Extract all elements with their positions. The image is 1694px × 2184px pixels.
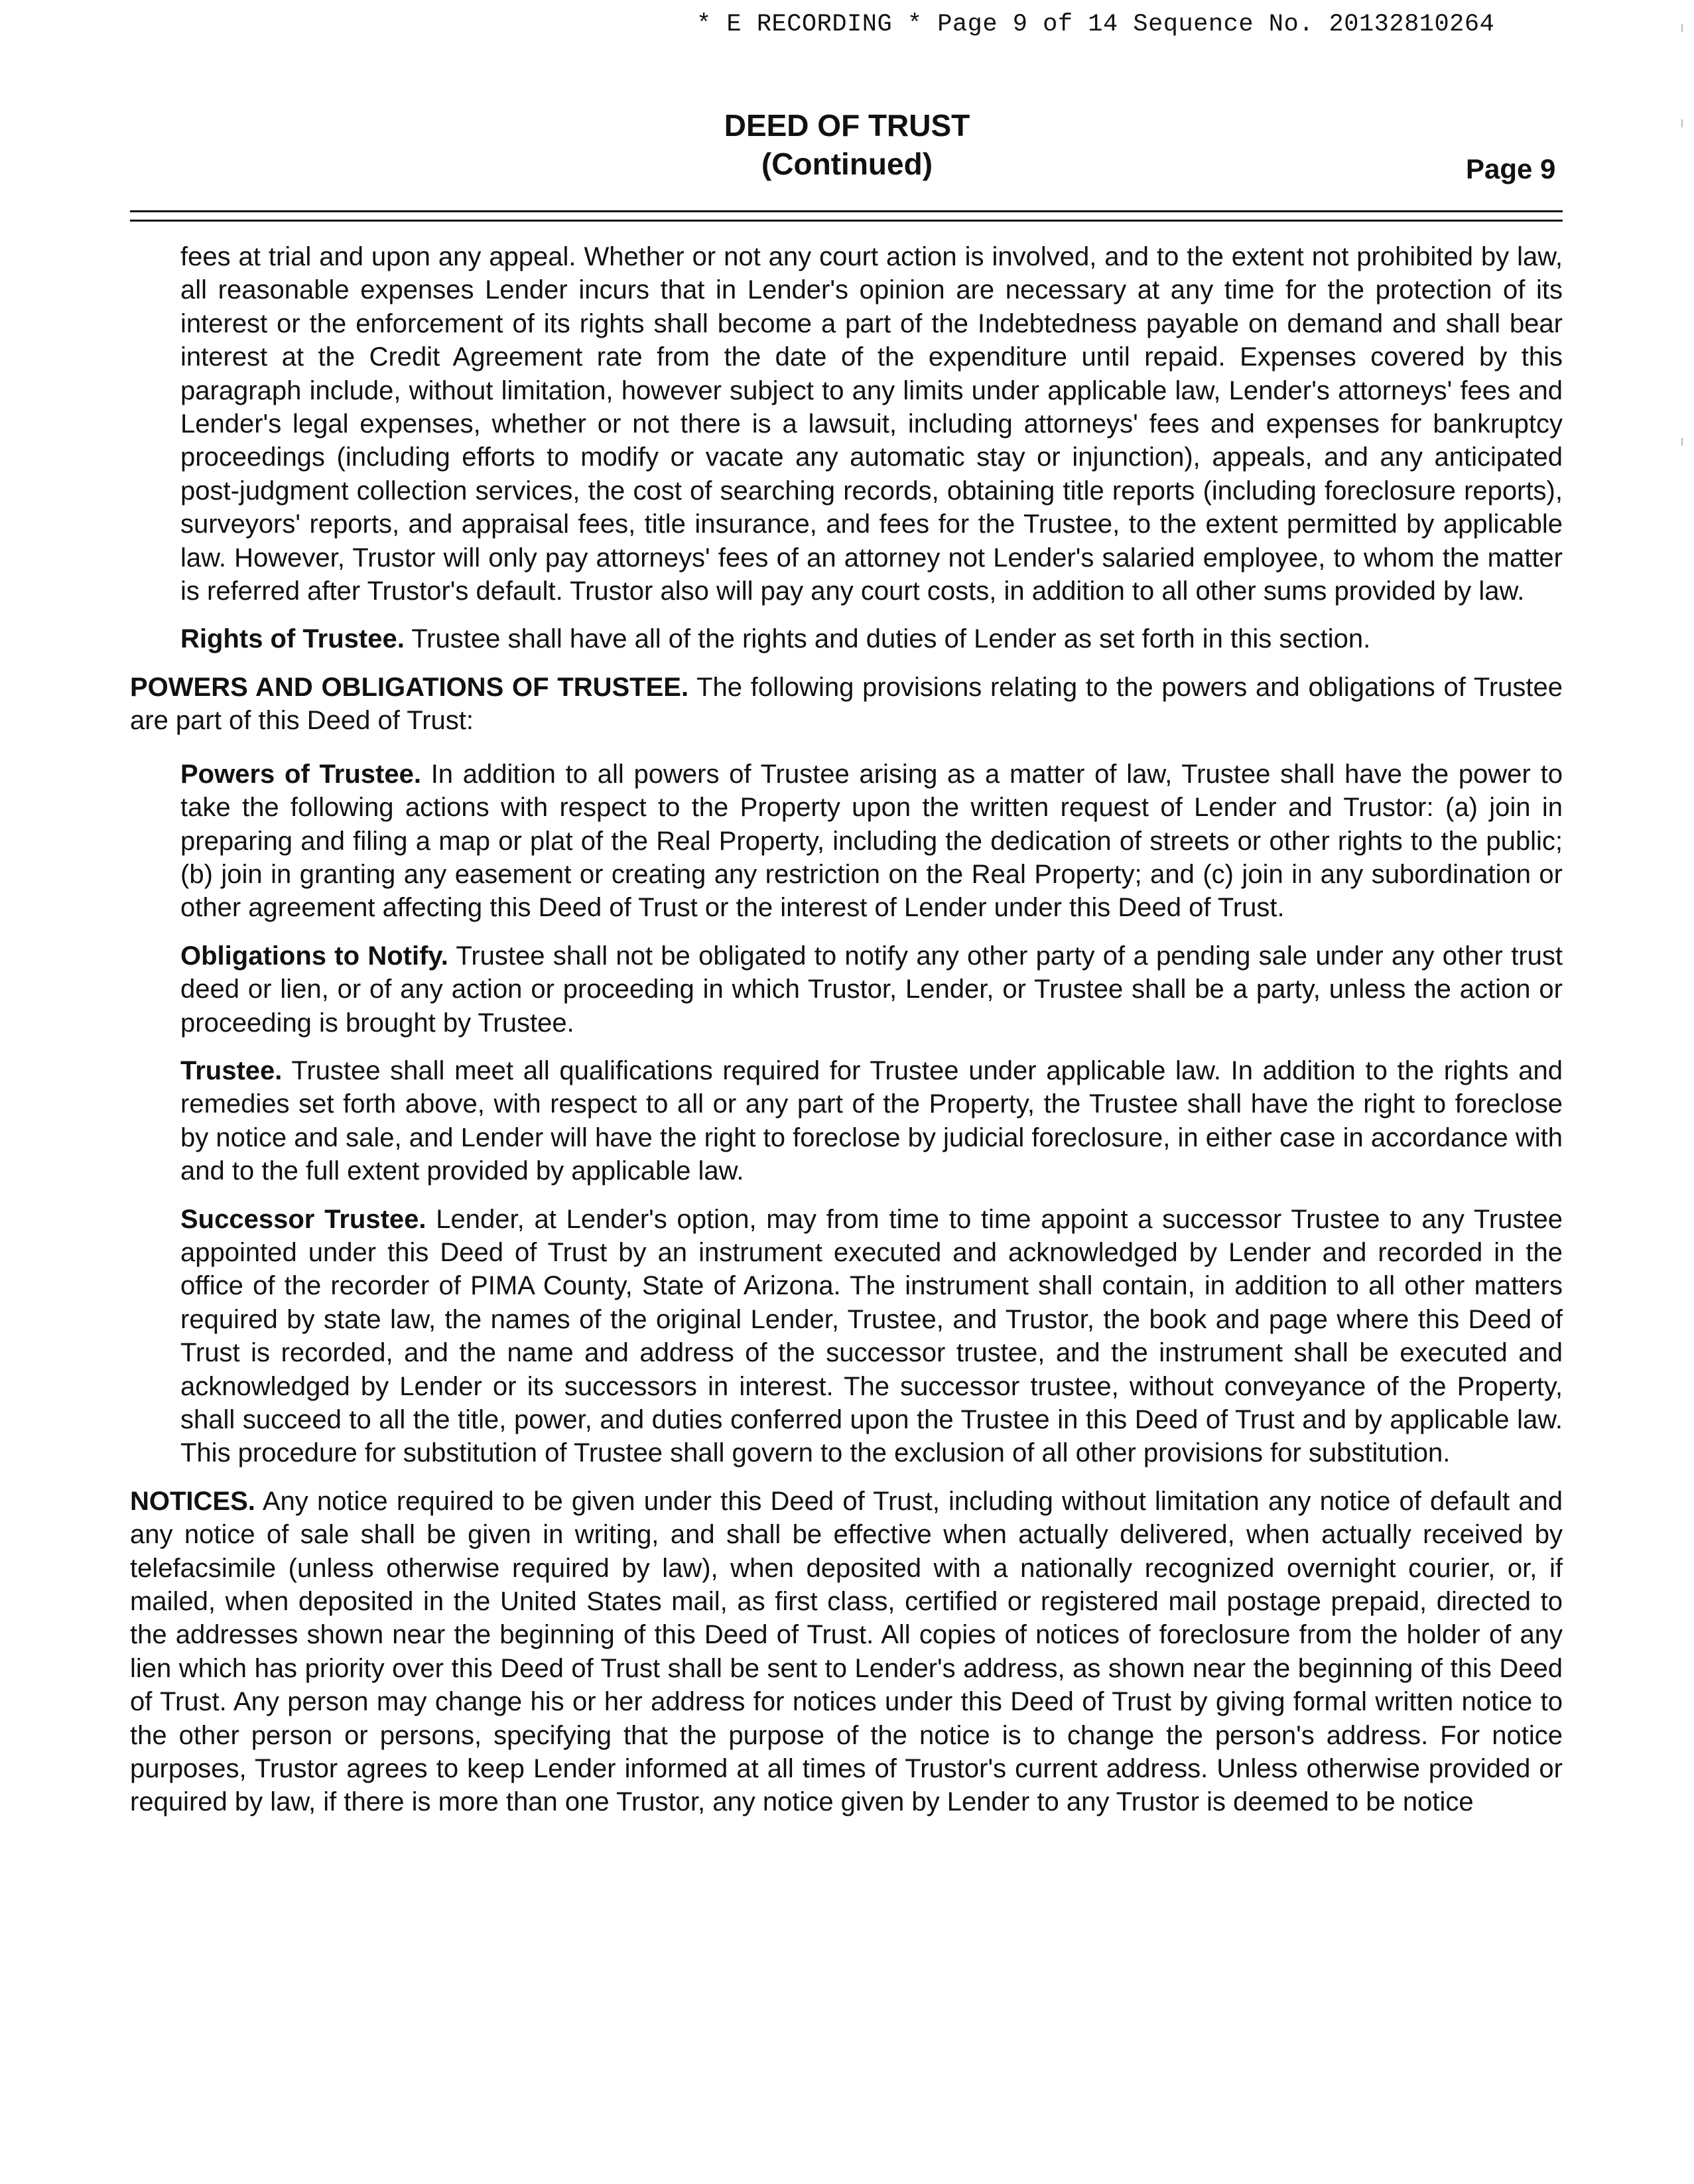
title-block bbox=[0, 106, 1694, 183]
paragraph-trustee bbox=[130, 1054, 1563, 1188]
document-subtitle: (Continued) bbox=[761, 147, 933, 181]
section-text: The following provisions relating to the powers and obligations of Trustee are part of this Deed of Trust: bbox=[130, 672, 1563, 736]
paragraph-text: In addition to all powers of Trustee arising as a matter of law, Trustee shall have the power to take the following actions with respect to the Property upon the written request of Lender and Trustor: (a) join in preparing and filing a map or plat of the Real Property, including the dedication of streets or other rights to the public; (b) join in granting any easement or creating any restriction on the Real Property; and (c) join in any subordination or other agreement affecting this Deed of Trust or the interest of Lender under this Deed of Trust. bbox=[180, 759, 1563, 923]
paragraph-obligations-to-notify bbox=[130, 939, 1563, 1040]
header-rule-bottom bbox=[130, 220, 1563, 222]
scan-margin-mark bbox=[1681, 24, 1683, 32]
paragraph-text: Trustee shall not be obligated to notify any other party of a pending sale under any other trust deed or lien, or of any action or proceeding in which Trustor, Lender, or Trustee shall be a party, unless the action or proceeding is brought by Trustee. bbox=[180, 941, 1563, 1038]
paragraph-text: Lender, at Lender's option, may from time to time appoint a successor Trustee to any Trustee appointed under this Deed of Trust by an instrument executed and acknowledged by Lender and recorded in the office of the recorder of PIMA County, State of Arizona. The instrument shall contain, in addition to all other matters required by state law, the names of the original Lender, Trustee, and Trustor, the book and page where this Deed of Trust is recorded, and the name and address of the successor trustee, and the instrument shall be executed and acknowledged by Lender or its successors in interest. The successor trustee, without conveyance of the Property, shall succeed to all the title, power, and duties conferred upon the Trustee in this Deed of Trust and by applicable law. This procedure for substitution of Trustee shall govern to the exclusion of all other provisions for substitution. bbox=[180, 1204, 1563, 1468]
recording-stamp: * E RECORDING * Page 9 of 14 Sequence No. 20132810264 bbox=[696, 11, 1495, 38]
paragraph-text: Trustee shall meet all qualifications required for Trustee under applicable law. In addition to the rights and remedies set forth above, with respect to all or any part of the Property, the Trustee shall have the right to foreclose by notice and sale, and Lender will have the right to foreclose by judicial foreclosure, in either case in accordance with and to the full extent provided by applicable law. bbox=[180, 1056, 1563, 1186]
scan-margin-mark bbox=[1681, 119, 1683, 127]
document-title: DEED OF TRUST bbox=[724, 108, 970, 143]
paragraph-successor-trustee bbox=[130, 1203, 1563, 1470]
paragraph-heading: Powers of Trustee. bbox=[180, 759, 421, 789]
section-heading: NOTICES. bbox=[130, 1486, 255, 1516]
scan-margin-mark bbox=[1681, 438, 1683, 446]
section-notices bbox=[130, 1485, 1563, 1819]
paragraph-heading: Obligations to Notify. bbox=[180, 941, 448, 971]
header-rule-top bbox=[130, 210, 1563, 212]
section-text: Any notice required to be given under this Deed of Trust, including without limitation any notice of default and any notice of sale shall be given in writing, and shall be effective when actually delivered, when actually received by telefacsimile (unless otherwise required by law), when deposited with a nationally recognized overnight courier, or, if mailed, when deposited in the United States mail, as first class, certified or registered mail postage prepaid, directed to the addresses shown near the beginning of this Deed of Trust. All copies of notices of foreclosure from the holder of any lien which has priority over this Deed of Trust shall be sent to Lender's address, as shown near the beginning of this Deed of Trust. Any person may change his or her address for notices under this Deed of Trust by giving formal written notice to the other person or persons, specifying that the purpose of the notice is to change the person's address. For notice purposes, Trustor agrees to keep Lender informed at all times of Trustor's current address. Unless otherwise provided or required by law, if there is more than one Trustor, any notice given by Lender to any Trustor is deemed to be notice bbox=[130, 1486, 1563, 1817]
paragraph-heading: Successor Trustee. bbox=[180, 1204, 426, 1234]
section-powers-and-obligations bbox=[130, 671, 1563, 738]
document-body bbox=[130, 240, 1563, 1819]
paragraph-heading: Rights of Trustee. bbox=[180, 624, 405, 654]
paragraph-rights-of-trustee bbox=[130, 622, 1563, 655]
paragraph-expenses-continued bbox=[130, 240, 1563, 608]
paragraph-text: Trustee shall have all of the rights and duties of Lender as set forth in this section. bbox=[411, 624, 1371, 654]
page-number: Page 9 bbox=[1466, 153, 1556, 184]
paragraph-powers-of-trustee bbox=[130, 758, 1563, 925]
paragraph-heading: Trustee. bbox=[180, 1056, 283, 1085]
section-heading: POWERS AND OBLIGATIONS OF TRUSTEE. bbox=[130, 672, 689, 702]
paragraph-text: fees at trial and upon any appeal. Whether or not any court action is involved, and to the extent not prohibited by law, all reasonable expenses Lender incurs that in Lender's opinion are necessary at any time for the protection of its interest or the enforcement of its rights shall become a part of the Indebtedness payable on demand and shall bear interest at the Credit Agreement rate from the date of the expenditure until repaid. Expenses covered by this paragraph include, without limitation, however subject to any limits under applicable law, Lender's attorneys' fees and Lender's legal expenses, whether or not there is a lawsuit, including attorneys' fees and expenses for bankruptcy proceedings (including efforts to modify or vacate any automatic stay or injunction), appeals, and any anticipated post-judgment collection services, the cost of searching records, obtaining title reports (including foreclosure reports), surveyors' reports, and appraisal fees, title insurance, and fees for the Trustee, to the extent permitted by applicable law. However, Trustor will only pay attorneys' fees of an attorney not Lender's salaried employee, to whom the matter is referred after Trustor's default. Trustor also will pay any court costs, in addition to all other sums provided by law. bbox=[180, 242, 1563, 606]
